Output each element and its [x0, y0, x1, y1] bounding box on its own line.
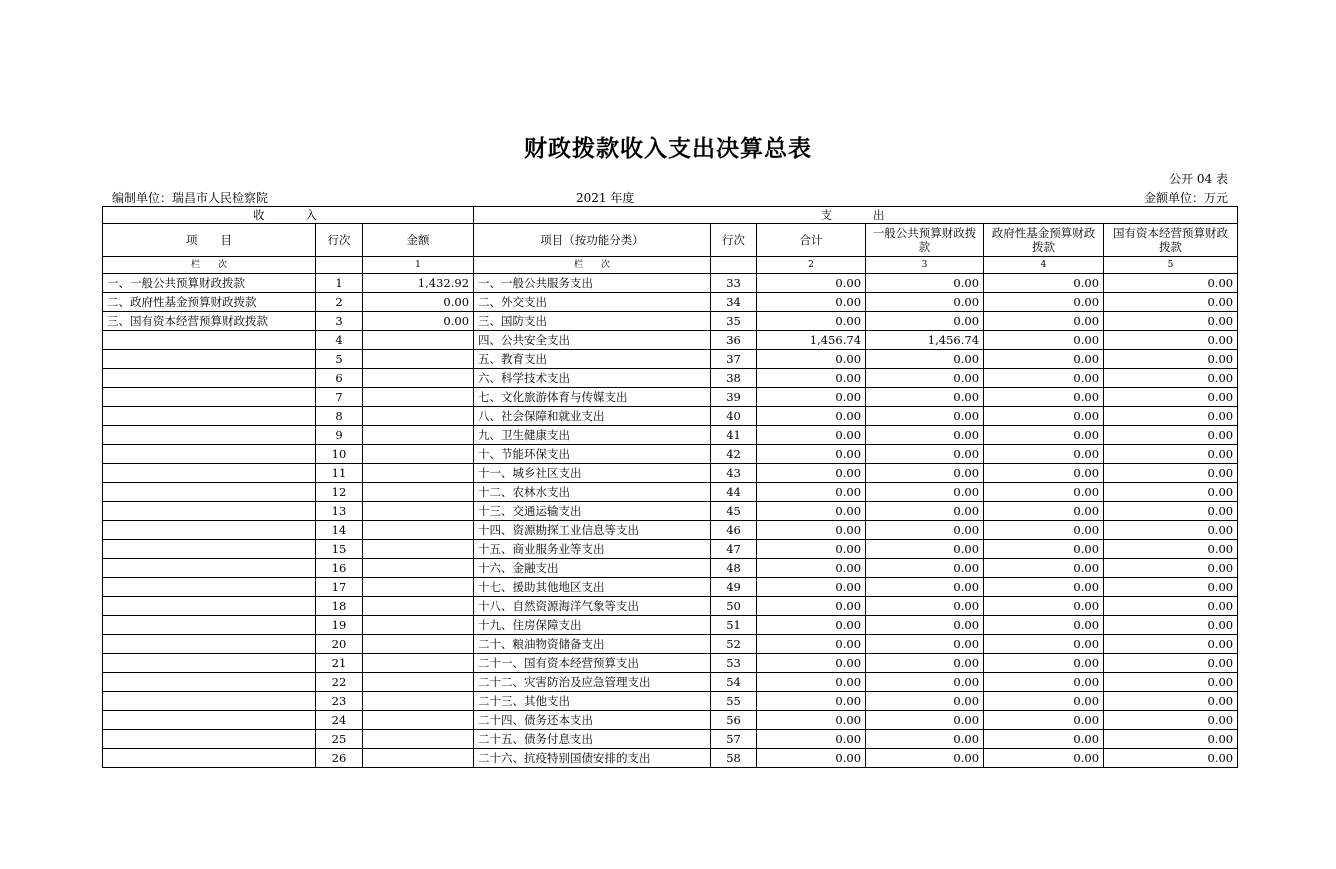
- income-row-no: 5: [316, 350, 363, 369]
- expense-general: 0.00: [866, 673, 984, 692]
- currency-unit: 金额单位：万元: [1143, 191, 1228, 205]
- report-title: 财政拨款收入支出决算总表: [524, 135, 812, 162]
- expense-state: 0.00: [1104, 635, 1238, 654]
- income-row-no: 22: [316, 673, 363, 692]
- income-amount: [363, 692, 474, 711]
- expense-row-no: 34: [711, 293, 757, 312]
- expense-row-no: 37: [711, 350, 757, 369]
- income-amount: [363, 464, 474, 483]
- income-amount: 0.00: [363, 293, 474, 312]
- expense-item: 十二、农林水支出: [474, 483, 711, 502]
- expense-total: 0.00: [757, 635, 866, 654]
- expense-total: 0.00: [757, 388, 866, 407]
- expense-row-no: 57: [711, 730, 757, 749]
- income-item: [103, 407, 316, 426]
- report-meta: [104, 189, 1228, 205]
- summary-table: [102, 206, 1238, 768]
- table-row: [103, 369, 1238, 388]
- report-code: 公开 04 表: [1169, 172, 1228, 186]
- expense-item: 十六、金融支出: [474, 559, 711, 578]
- income-item: [103, 673, 316, 692]
- expense-state: 0.00: [1104, 293, 1238, 312]
- table-row: [103, 711, 1238, 730]
- table-row: [103, 749, 1238, 768]
- column-header-row: [103, 224, 1238, 257]
- income-row-no: 10: [316, 445, 363, 464]
- expense-state: 0.00: [1104, 692, 1238, 711]
- column-index-row: [103, 257, 1238, 274]
- income-item: [103, 692, 316, 711]
- expense-fund: 0.00: [984, 578, 1104, 597]
- expense-general: 0.00: [866, 749, 984, 768]
- expense-item: 十三、交通运输支出: [474, 502, 711, 521]
- income-amount: [363, 540, 474, 559]
- expense-state: 0.00: [1104, 578, 1238, 597]
- expense-total: 0.00: [757, 312, 866, 331]
- income-amount: [363, 331, 474, 350]
- income-amount: [363, 350, 474, 369]
- income-amount: [363, 654, 474, 673]
- expense-total: 0.00: [757, 540, 866, 559]
- report-year: 2021 年度: [576, 191, 635, 205]
- expense-total: 0.00: [757, 426, 866, 445]
- expense-general: 0.00: [866, 730, 984, 749]
- expense-row-no: 43: [711, 464, 757, 483]
- income-item: [103, 483, 316, 502]
- income-row-no: 20: [316, 635, 363, 654]
- expense-item: 三、国防支出: [474, 312, 711, 331]
- col-label: 栏 次: [103, 257, 316, 274]
- header-func-item: 项目（按功能分类）: [474, 224, 711, 257]
- income-item: [103, 578, 316, 597]
- income-item: [103, 388, 316, 407]
- income-amount: [363, 521, 474, 540]
- expense-general: 0.00: [866, 388, 984, 407]
- expense-total: 0.00: [757, 407, 866, 426]
- table-row: [103, 350, 1238, 369]
- income-row-no: 8: [316, 407, 363, 426]
- expense-state: 0.00: [1104, 426, 1238, 445]
- expense-state: 0.00: [1104, 711, 1238, 730]
- expense-total: 0.00: [757, 483, 866, 502]
- expense-row-no: 44: [711, 483, 757, 502]
- income-row-no: 25: [316, 730, 363, 749]
- expense-fund: 0.00: [984, 635, 1104, 654]
- expense-row-no: 55: [711, 692, 757, 711]
- expense-row-no: 41: [711, 426, 757, 445]
- expense-general: 0.00: [866, 350, 984, 369]
- expense-row-no: 47: [711, 540, 757, 559]
- expense-item: 十八、自然资源海洋气象等支出: [474, 597, 711, 616]
- expense-general: 0.00: [866, 654, 984, 673]
- expense-total: 0.00: [757, 673, 866, 692]
- expense-state: 0.00: [1104, 502, 1238, 521]
- header-fund: 政府性基金预算财政拨款: [984, 224, 1104, 257]
- income-amount: [363, 578, 474, 597]
- expense-fund: 0.00: [984, 616, 1104, 635]
- income-row-no: 2: [316, 293, 363, 312]
- expense-row-no: 48: [711, 559, 757, 578]
- expense-general: 0.00: [866, 597, 984, 616]
- income-row-no: 16: [316, 559, 363, 578]
- expense-general: 0.00: [866, 464, 984, 483]
- income-amount: [363, 426, 474, 445]
- expense-fund: 0.00: [984, 369, 1104, 388]
- header-state: 国有资本经营预算财政拨款: [1104, 224, 1238, 257]
- income-amount: [363, 559, 474, 578]
- expense-row-no: 40: [711, 407, 757, 426]
- expense-total: 0.00: [757, 597, 866, 616]
- expense-fund: 0.00: [984, 749, 1104, 768]
- expense-row-no: 39: [711, 388, 757, 407]
- income-amount: [363, 388, 474, 407]
- income-item: [103, 654, 316, 673]
- income-row-no: 7: [316, 388, 363, 407]
- table-row: [103, 274, 1238, 293]
- table-row: [103, 654, 1238, 673]
- income-item: [103, 616, 316, 635]
- expense-total: 0.00: [757, 445, 866, 464]
- expense-state: 0.00: [1104, 445, 1238, 464]
- income-row-no: 12: [316, 483, 363, 502]
- expense-fund: 0.00: [984, 521, 1104, 540]
- expense-item: 二十三、其他支出: [474, 692, 711, 711]
- expense-fund: 0.00: [984, 274, 1104, 293]
- expense-state: 0.00: [1104, 331, 1238, 350]
- income-item: 三、国有资本经营预算财政拨款: [103, 312, 316, 331]
- expense-item: 十九、住房保障支出: [474, 616, 711, 635]
- expense-total: 0.00: [757, 369, 866, 388]
- expense-fund: 0.00: [984, 502, 1104, 521]
- expense-total: 0.00: [757, 730, 866, 749]
- income-item: [103, 711, 316, 730]
- expense-item: 十五、商业服务业等支出: [474, 540, 711, 559]
- expense-item: 二十五、债务付息支出: [474, 730, 711, 749]
- expense-state: 0.00: [1104, 749, 1238, 768]
- income-row-no: 13: [316, 502, 363, 521]
- income-amount: [363, 749, 474, 768]
- expense-total: 0.00: [757, 274, 866, 293]
- income-amount: [363, 711, 474, 730]
- expense-fund: 0.00: [984, 692, 1104, 711]
- expense-row-no: 46: [711, 521, 757, 540]
- income-amount: 1,432.92: [363, 274, 474, 293]
- expense-item: 四、公共安全支出: [474, 331, 711, 350]
- expense-state: 0.00: [1104, 388, 1238, 407]
- expense-item: 九、卫生健康支出: [474, 426, 711, 445]
- expense-fund: 0.00: [984, 730, 1104, 749]
- expense-fund: 0.00: [984, 445, 1104, 464]
- expense-fund: 0.00: [984, 350, 1104, 369]
- expense-general: 0.00: [866, 407, 984, 426]
- expense-state: 0.00: [1104, 654, 1238, 673]
- expense-row-no: 36: [711, 331, 757, 350]
- income-row-no: 11: [316, 464, 363, 483]
- expense-row-no: 49: [711, 578, 757, 597]
- income-item: [103, 331, 316, 350]
- expense-item: 十七、援助其他地区支出: [474, 578, 711, 597]
- col-idx-4: 4: [984, 257, 1104, 274]
- income-row-no: 9: [316, 426, 363, 445]
- expense-fund: 0.00: [984, 711, 1104, 730]
- expense-general: 0.00: [866, 616, 984, 635]
- expense-total: 0.00: [757, 350, 866, 369]
- expense-state: 0.00: [1104, 274, 1238, 293]
- expense-state: 0.00: [1104, 312, 1238, 331]
- expense-fund: 0.00: [984, 483, 1104, 502]
- header-row-no-2: 行次: [711, 224, 757, 257]
- expense-state: 0.00: [1104, 464, 1238, 483]
- income-item: [103, 559, 316, 578]
- income-row-no: 6: [316, 369, 363, 388]
- income-amount: [363, 502, 474, 521]
- col-label-2: 栏 次: [474, 257, 711, 274]
- income-row-no: 24: [316, 711, 363, 730]
- expense-row-no: 54: [711, 673, 757, 692]
- income-amount: [363, 673, 474, 692]
- expense-total: 0.00: [757, 749, 866, 768]
- income-item: [103, 540, 316, 559]
- expense-total: 0.00: [757, 521, 866, 540]
- expense-general: 0.00: [866, 483, 984, 502]
- income-item: [103, 350, 316, 369]
- expense-general: 0.00: [866, 426, 984, 445]
- expense-fund: 0.00: [984, 407, 1104, 426]
- expense-fund: 0.00: [984, 540, 1104, 559]
- income-amount: 0.00: [363, 312, 474, 331]
- expense-item: 二十六、抗疫特别国债安排的支出: [474, 749, 711, 768]
- income-amount: [363, 445, 474, 464]
- income-item: [103, 369, 316, 388]
- expense-fund: 0.00: [984, 673, 1104, 692]
- expense-general: 0.00: [866, 293, 984, 312]
- income-row-no: 18: [316, 597, 363, 616]
- expense-state: 0.00: [1104, 730, 1238, 749]
- table-row: [103, 293, 1238, 312]
- income-row-no: 4: [316, 331, 363, 350]
- table-row: [103, 540, 1238, 559]
- header-row-no: 行次: [316, 224, 363, 257]
- expense-fund: 0.00: [984, 388, 1104, 407]
- expense-general: 1,456.74: [866, 331, 984, 350]
- expense-general: 0.00: [866, 711, 984, 730]
- expense-row-no: 58: [711, 749, 757, 768]
- income-row-no: 26: [316, 749, 363, 768]
- header-item: 项 目: [103, 224, 316, 257]
- table-row: [103, 521, 1238, 540]
- expense-item: 二十四、债务还本支出: [474, 711, 711, 730]
- table-row: [103, 730, 1238, 749]
- expense-item: 六、科学技术支出: [474, 369, 711, 388]
- income-item: [103, 730, 316, 749]
- income-amount: [363, 730, 474, 749]
- expense-row-no: 33: [711, 274, 757, 293]
- income-group-header: 收 入: [103, 207, 474, 224]
- income-item: [103, 635, 316, 654]
- expense-item: 十四、资源勘探工业信息等支出: [474, 521, 711, 540]
- expense-total: 0.00: [757, 578, 866, 597]
- income-amount: [363, 616, 474, 635]
- income-row-no: 14: [316, 521, 363, 540]
- header-amount: 金额: [363, 224, 474, 257]
- expense-row-no: 51: [711, 616, 757, 635]
- expense-item: 八、社会保障和就业支出: [474, 407, 711, 426]
- expense-state: 0.00: [1104, 483, 1238, 502]
- expense-fund: 0.00: [984, 464, 1104, 483]
- expense-row-no: 52: [711, 635, 757, 654]
- expense-item: 二十一、国有资本经营预算支出: [474, 654, 711, 673]
- expense-general: 0.00: [866, 635, 984, 654]
- expense-fund: 0.00: [984, 426, 1104, 445]
- expense-total: 0.00: [757, 559, 866, 578]
- expense-state: 0.00: [1104, 559, 1238, 578]
- expense-state: 0.00: [1104, 521, 1238, 540]
- expense-general: 0.00: [866, 312, 984, 331]
- income-row-no: 23: [316, 692, 363, 711]
- expense-row-no: 45: [711, 502, 757, 521]
- expense-general: 0.00: [866, 274, 984, 293]
- expense-total: 0.00: [757, 711, 866, 730]
- expense-row-no: 38: [711, 369, 757, 388]
- expense-fund: 0.00: [984, 293, 1104, 312]
- income-row-no: 1: [316, 274, 363, 293]
- income-item: [103, 597, 316, 616]
- col-idx-5: 5: [1104, 257, 1238, 274]
- col-idx-2: 2: [757, 257, 866, 274]
- expense-state: 0.00: [1104, 407, 1238, 426]
- col-blank-2: [711, 257, 757, 274]
- expense-group-header: 支 出: [474, 207, 1238, 224]
- expense-state: 0.00: [1104, 597, 1238, 616]
- expense-general: 0.00: [866, 502, 984, 521]
- income-row-no: 3: [316, 312, 363, 331]
- table-row: [103, 692, 1238, 711]
- expense-general: 0.00: [866, 521, 984, 540]
- expense-total: 0.00: [757, 464, 866, 483]
- expense-item: 二十、粮油物资储备支出: [474, 635, 711, 654]
- table-row: [103, 388, 1238, 407]
- reporting-unit: 编制单位：瑞昌市人民检察院: [112, 191, 269, 205]
- expense-general: 0.00: [866, 692, 984, 711]
- table-row: [103, 616, 1238, 635]
- expense-general: 0.00: [866, 578, 984, 597]
- expense-item: 二、外交支出: [474, 293, 711, 312]
- expense-item: 一、一般公共服务支出: [474, 274, 711, 293]
- expense-total: 0.00: [757, 293, 866, 312]
- expense-fund: 0.00: [984, 654, 1104, 673]
- income-row-no: 17: [316, 578, 363, 597]
- expense-total: 0.00: [757, 692, 866, 711]
- expense-item: 七、文化旅游体育与传媒支出: [474, 388, 711, 407]
- expense-item: 十一、城乡社区支出: [474, 464, 711, 483]
- income-item: [103, 464, 316, 483]
- expense-state: 0.00: [1104, 616, 1238, 635]
- expense-row-no: 53: [711, 654, 757, 673]
- income-row-no: 19: [316, 616, 363, 635]
- expense-state: 0.00: [1104, 673, 1238, 692]
- income-item: 一、一般公共预算财政拨款: [103, 274, 316, 293]
- expense-general: 0.00: [866, 559, 984, 578]
- income-row-no: 21: [316, 654, 363, 673]
- income-amount: [363, 597, 474, 616]
- table-row: [103, 635, 1238, 654]
- expense-general: 0.00: [866, 445, 984, 464]
- expense-total: 0.00: [757, 502, 866, 521]
- income-amount: [363, 635, 474, 654]
- expense-state: 0.00: [1104, 540, 1238, 559]
- table-row: [103, 464, 1238, 483]
- expense-general: 0.00: [866, 369, 984, 388]
- header-total: 合计: [757, 224, 866, 257]
- table-row: [103, 445, 1238, 464]
- expense-fund: 0.00: [984, 559, 1104, 578]
- income-item: [103, 521, 316, 540]
- expense-item: 十、节能环保支出: [474, 445, 711, 464]
- expense-state: 0.00: [1104, 369, 1238, 388]
- col-idx-1: 1: [363, 257, 474, 274]
- expense-total: 0.00: [757, 616, 866, 635]
- table-row: [103, 597, 1238, 616]
- table-row: [103, 502, 1238, 521]
- expense-fund: 0.00: [984, 312, 1104, 331]
- income-amount: [363, 407, 474, 426]
- expense-row-no: 50: [711, 597, 757, 616]
- table-row: [103, 483, 1238, 502]
- expense-row-no: 56: [711, 711, 757, 730]
- table-row: [103, 407, 1238, 426]
- expense-general: 0.00: [866, 540, 984, 559]
- table-row: [103, 578, 1238, 597]
- table-row: [103, 331, 1238, 350]
- table-row: [103, 312, 1238, 331]
- income-amount: [363, 369, 474, 388]
- income-row-no: 15: [316, 540, 363, 559]
- expense-state: 0.00: [1104, 350, 1238, 369]
- expense-row-no: 35: [711, 312, 757, 331]
- group-header-row: [103, 207, 1238, 224]
- table-row: [103, 559, 1238, 578]
- expense-fund: 0.00: [984, 331, 1104, 350]
- expense-item: 五、教育支出: [474, 350, 711, 369]
- income-item: [103, 502, 316, 521]
- header-general: 一般公共预算财政拨款: [866, 224, 984, 257]
- expense-row-no: 42: [711, 445, 757, 464]
- table-row: [103, 426, 1238, 445]
- col-blank: [316, 257, 363, 274]
- expense-fund: 0.00: [984, 597, 1104, 616]
- table-row: [103, 673, 1238, 692]
- income-item: [103, 426, 316, 445]
- income-item: 二、政府性基金预算财政拨款: [103, 293, 316, 312]
- income-amount: [363, 483, 474, 502]
- col-idx-3: 3: [866, 257, 984, 274]
- expense-total: 1,456.74: [757, 331, 866, 350]
- expense-item: 二十二、灾害防治及应急管理支出: [474, 673, 711, 692]
- expense-total: 0.00: [757, 654, 866, 673]
- income-item: [103, 445, 316, 464]
- income-item: [103, 749, 316, 768]
